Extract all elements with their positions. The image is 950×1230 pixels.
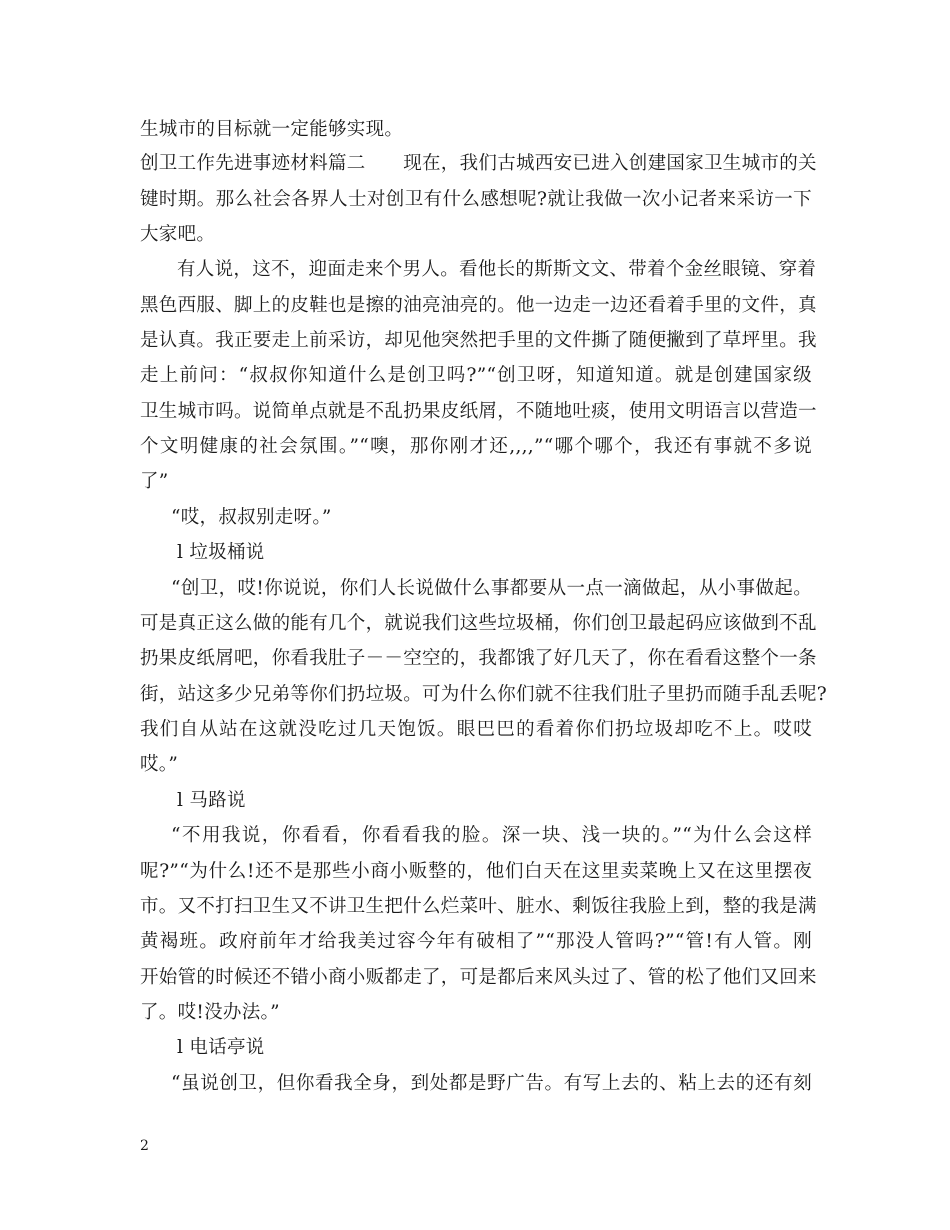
text-line: “创卫，哎!你说说，你们人长说做什么事都要从一点一滴做起，从小事做起。 (171, 578, 812, 599)
text-line: 呢?”“为什么!还不是那些小商小贩整的，他们白天在这里卖菜晚上又在这里摆夜 (140, 861, 812, 882)
text-line: 扔果皮纸屑吧，你看我肚子－－空空的，我都饿了好几天了，你在看看这整个一条 (140, 648, 817, 669)
text-line: “哎，叔叔别走呀。” (171, 507, 332, 528)
text-line: 我们自从站在这就没吃过几天饱饭。眼巴巴的看着你们扔垃圾却吃不上。哎哎 (140, 719, 812, 740)
text-line: 生城市的目标就一定能够实现。 (140, 119, 404, 140)
text-line: 了” (140, 471, 169, 492)
text-line: 可是真正这么做的能有几个，就说我们这些垃圾桶，你们创卫最起码应该做到不乱 (140, 613, 817, 634)
page-number: 2 (140, 1138, 149, 1154)
text-line: 创卫工作先进事迹材料篇二 现在，我们古城西安已进入创建国家卫生城市的关 (140, 153, 817, 174)
text-line: 开始管的时候还不错小商小贩都走了，可是都后来风头过了、管的松了他们又回来 (140, 967, 817, 988)
text-line: “虽说创卫，但你看我全身，到处都是野广告。有写上去的、粘上去的还有刻 (171, 1073, 812, 1094)
section-heading: l 马路说 (177, 790, 246, 811)
text-line: 有人说，这不，迎面走来个男人。看他长的斯斯文文、带着个金丝眼镜、穿着 (177, 259, 817, 280)
text-line: 走上前问：“叔叔你知道什么是创卫吗?”“创卫呀，知道知道。就是创建国家级 (140, 365, 812, 386)
text-line: 市。又不打扫卫生又不讲卫生把什么烂菜叶、脏水、剩饭往我脸上到，整的我是满 (140, 896, 817, 917)
text-line: 了。哎!没办法。” (140, 1002, 280, 1023)
text-line: 卫生城市吗。说简单点就是不乱扔果皮纸屑，不随地吐痰，使用文明语言以营造一 (140, 401, 817, 422)
text-line: 街，站这多少兄弟等你们扔垃圾。可为什么你们就不往我们肚子里扔而随手乱丢呢? (140, 684, 828, 705)
section-heading: l 垃圾桶说 (177, 542, 265, 563)
text-line: 键时期。那么社会各界人士对创卫有什么感想呢?就让我做一次小记者来采访一下 (140, 189, 812, 210)
text-line: 黄褐班。政府前年才给我美过容今年有破相了”“那没人管吗?”“管!有人管。刚 (140, 931, 812, 952)
text-line: 大家吧。 (140, 224, 216, 245)
section-heading: l 电话亭说 (177, 1037, 265, 1058)
text-line: 个文明健康的社会氛围。”“噢，那你刚才还,,,,”“哪个哪个，我还有事就不多说 (140, 436, 812, 457)
text-line: 哎。” (140, 754, 179, 775)
text-line: 黑色西服、脚上的皮鞋也是擦的油亮油亮的。他一边走一边还看着手里的文件，真 (140, 295, 817, 316)
text-line: 是认真。我正要走上前采访，却见他突然把手里的文件撕了随便撇到了草坪里。我 (140, 330, 817, 351)
text-line: “不用我说，你看看，你看看我的脸。深一块、浅一块的。”“为什么会这样 (171, 825, 812, 846)
